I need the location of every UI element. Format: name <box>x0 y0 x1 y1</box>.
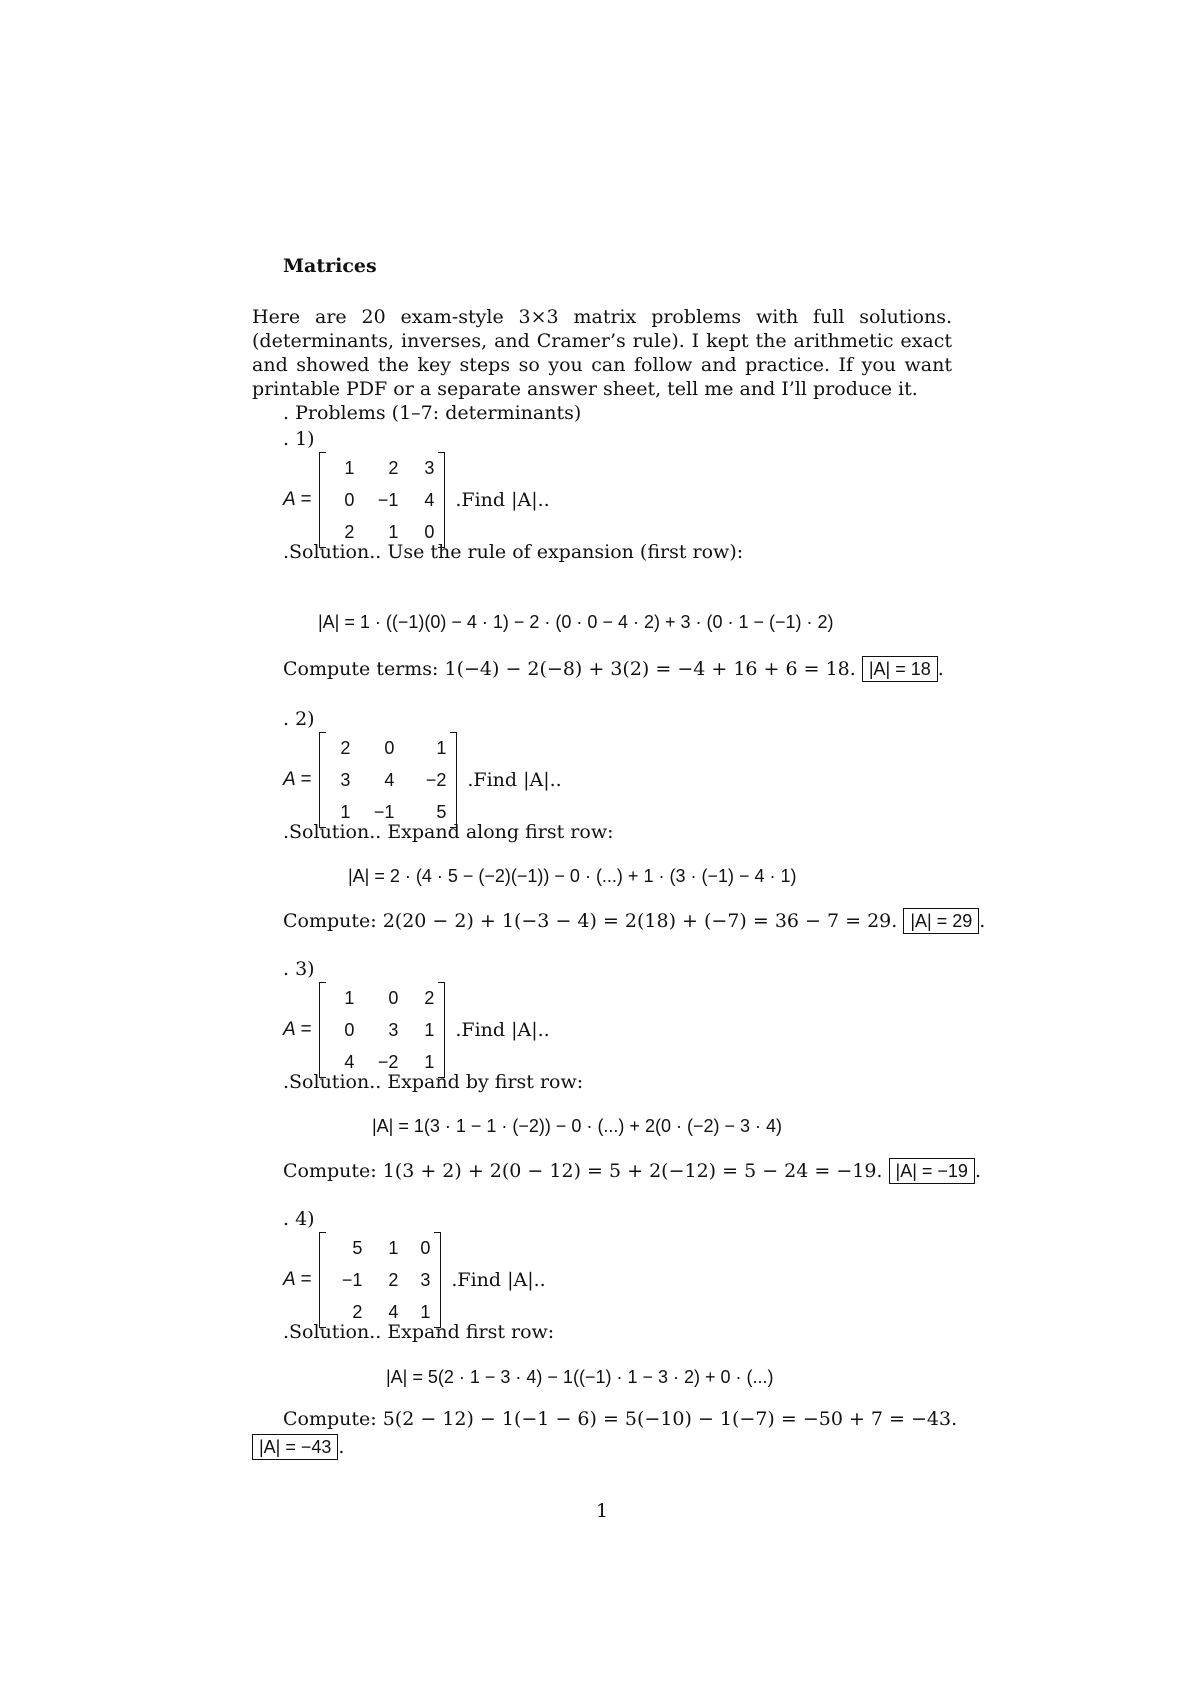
problem-1-label: . 1) <box>283 428 315 450</box>
problem-3-matrix-block <box>283 982 550 1078</box>
problem-3-solution-label: .Solution.. Expand by first row: <box>283 1071 584 1093</box>
matrix-cell: 0 <box>388 988 399 1008</box>
problem-1-solution-label: .Solution.. Use the rule of expansion (first row): <box>283 541 744 563</box>
answer-box: |A| = −43 <box>252 1434 338 1460</box>
find-text: .Find |A|.. <box>467 769 562 791</box>
matrix-cell: 5 <box>352 1238 363 1258</box>
problem-1-matrix-block <box>283 452 550 548</box>
answer-box: |A| = 18 <box>862 656 938 682</box>
matrix-cell: 0 <box>384 738 395 758</box>
matrix-cell: 2 <box>388 458 399 478</box>
matrix-cell: 0 <box>424 522 435 542</box>
matrix-cell: 1 <box>388 1238 399 1258</box>
answer-box: |A| = 29 <box>903 908 979 934</box>
matrix <box>319 1232 441 1328</box>
compute-text: Compute terms: 1(−4) − 2(−8) + 3(2) = −4 + 16 + 6 = 18. <box>283 658 856 680</box>
compute-text: Compute: 2(20 − 2) + 1(−3 − 4) = 2(18) + (−7) = 36 − 7 = 29. <box>283 910 898 932</box>
matrix-cell: 2 <box>352 1302 363 1322</box>
problem-2-solution-label: .Solution.. Expand along first row: <box>283 821 614 843</box>
matrix-cell: 1 <box>436 738 447 758</box>
matrix-cell: 1 <box>344 988 355 1008</box>
matrix-cell: 3 <box>424 458 435 478</box>
problem-2-expansion: |A| = 2 · (4 · 5 − (−2)(−1)) − 0 · (...) + 1 · (3 · (−1) − 4 · 1) <box>348 866 797 886</box>
matrix-lhs: A = <box>283 1269 312 1290</box>
matrix <box>319 982 445 1078</box>
matrix-cell: 4 <box>384 770 395 790</box>
problem-2-label: . 2) <box>283 708 315 730</box>
matrix-cell: 4 <box>424 490 435 510</box>
matrix-cell: 2 <box>344 522 355 542</box>
matrix-cell: 0 <box>420 1238 431 1258</box>
page-number: 1 <box>596 1500 609 1522</box>
matrix-cell: −2 <box>377 1052 399 1072</box>
problem-4-compute: Compute: 5(2 − 12) − 1(−1 − 6) = 5(−10) − 1(−7) = −50 + 7 = −43. <box>283 1408 958 1430</box>
problem-4-label: . 4) <box>283 1208 315 1230</box>
matrix-cell: 2 <box>424 988 435 1008</box>
problem-2-matrix-block <box>283 732 562 828</box>
matrix-cell: 5 <box>436 802 447 822</box>
matrix-cell: 4 <box>344 1052 355 1072</box>
matrix-cell: 1 <box>388 522 399 542</box>
matrix-cell: 3 <box>388 1020 399 1040</box>
matrix-cell: 1 <box>424 1020 435 1040</box>
page-title: Matrices <box>283 255 377 277</box>
matrix-cell: 1 <box>420 1302 431 1322</box>
problem-4-solution-label: .Solution.. Expand first row: <box>283 1321 555 1343</box>
problem-1-compute: Compute terms: 1(−4) − 2(−8) + 3(2) = −4 + 16 + 6 = 18. |A| = 18 . <box>283 658 944 680</box>
matrix-cell: 1 <box>344 458 355 478</box>
matrix-cell: 0 <box>344 490 355 510</box>
matrix <box>319 732 457 828</box>
problem-4-answer-line: |A| = −43 . <box>252 1436 344 1458</box>
matrix-cell: −1 <box>341 1270 363 1290</box>
matrix-cell: −2 <box>425 770 447 790</box>
problem-4-matrix-block <box>283 1232 546 1328</box>
matrix-cell: −1 <box>377 490 399 510</box>
problem-1-expansion: |A| = 1 · ((−1)(0) − 4 · 1) − 2 · (0 · 0 − 4 · 2) + 3 · (0 · 1 − (−1) · 2) <box>318 612 834 632</box>
matrix-cell: 3 <box>420 1270 431 1290</box>
matrix-lhs: A = <box>283 489 312 510</box>
problem-3-compute: Compute: 1(3 + 2) + 2(0 − 12) = 5 + 2(−12) = 5 − 24 = −19. |A| = −19 . <box>283 1160 981 1182</box>
problem-3-expansion: |A| = 1(3 · 1 − 1 · (−2)) − 0 · (...) + 2(0 · (−2) − 3 · 4) <box>372 1116 782 1136</box>
matrix-cell: −1 <box>373 802 395 822</box>
matrix-cell: 2 <box>340 738 351 758</box>
matrix-cell: 1 <box>340 802 351 822</box>
matrix-lhs: A = <box>283 769 312 790</box>
find-text: .Find |A|.. <box>455 489 550 511</box>
matrix-cell: 3 <box>340 770 351 790</box>
compute-text: Compute: 1(3 + 2) + 2(0 − 12) = 5 + 2(−12) = 5 − 24 = −19. <box>283 1160 883 1182</box>
problem-4-expansion: |A| = 5(2 · 1 − 3 · 4) − 1((−1) · 1 − 3 · 2) + 0 · (...) <box>386 1367 774 1387</box>
find-text: .Find |A|.. <box>455 1019 550 1041</box>
matrix-cell: 1 <box>424 1052 435 1072</box>
matrix-lhs: A = <box>283 1019 312 1040</box>
matrix-cell: 2 <box>388 1270 399 1290</box>
problem-2-compute: Compute: 2(20 − 2) + 1(−3 − 4) = 2(18) + (−7) = 36 − 7 = 29. |A| = 29 . <box>283 910 986 932</box>
matrix-cell: 4 <box>388 1302 399 1322</box>
problem-3-label: . 3) <box>283 958 315 980</box>
find-text: .Find |A|.. <box>451 1269 546 1291</box>
matrix <box>319 452 445 548</box>
matrix-cell: 0 <box>344 1020 355 1040</box>
section-heading: . Problems (1–7: determinants) <box>283 402 582 424</box>
answer-box: |A| = −19 <box>889 1158 975 1184</box>
intro-paragraph: Here are 20 exam-style 3×3 matrix problems with full solutions. (determinants, inverses, and Cramer’s rule). I kept the arithmetic exact and showed the key steps so you can follow and practice. If you want printable PDF or a separate answer sheet, tell me and I’ll produce it. <box>252 306 952 400</box>
